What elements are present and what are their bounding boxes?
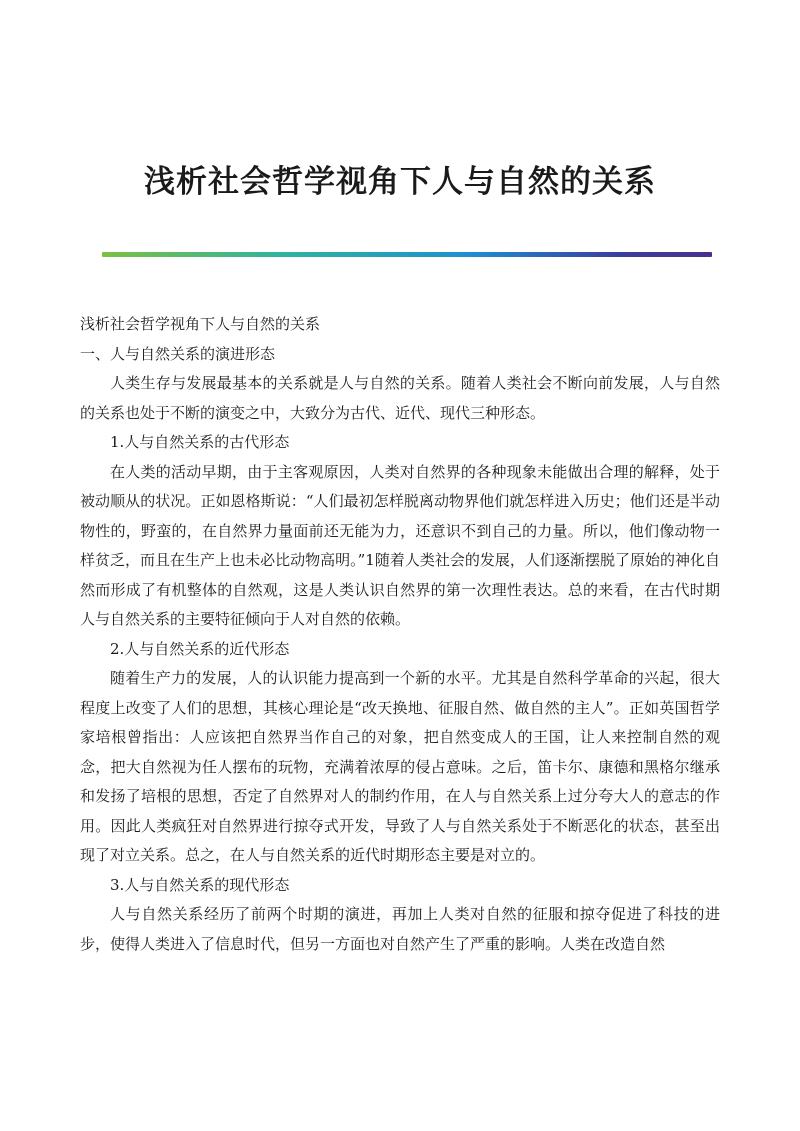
title-divider — [102, 252, 712, 257]
body-paragraph: 在人类的活动早期，由于主客观原因，人类对自然界的各种现象未能做出合理的解释，处于被动顺从的状况。正如恩格斯说：“人们最初怎样脱离动物界他们就怎样进入历史；他们还是半动物性的，野蛮的，在自然界力量面前还无能为力，还意识不到自己的力量。所以，他们像动物一样贫乏，而且在生产上也未必比动物高明。”1随着人类社会的发展，人们逐渐摆脱了原始的神化自然而形成了有机整体的自然观，这是人类认识自然界的第一次理性表达。总的来看，在古代时期人与自然关系的主要特征倾向于人对自然的依赖。 — [80, 462, 720, 628]
subsection-heading: 1.人与自然关系的古代形态 — [110, 433, 290, 451]
subsection-heading: 2.人与自然关系的近代形态 — [110, 639, 290, 658]
section-heading: 一、人与自然关系的演进形态 — [80, 344, 276, 363]
subsection-heading: 3.人与自然关系的现代形态 — [110, 875, 290, 894]
document-subtitle: 浅析社会哲学视角下人与自然的关系 — [80, 315, 321, 333]
document-body — [80, 310, 720, 959]
document-title: 浅析社会哲学视角下人与自然的关系 — [144, 164, 656, 200]
body-paragraph: 人类生存与发展最基本的关系就是人与自然的关系。随着人类社会不断向前发展，人与自然的关系也处于不断的演变之中，大致分为古代、近代、现代三种形态。 — [80, 374, 720, 422]
body-paragraph: 人与自然关系经历了前两个时期的演进，再加上人类对自然的征服和掠夺促进了科技的进步，使得人类进入了信息时代，但另一方面也对自然产生了严重的影响。人类在改造自然 — [80, 905, 720, 953]
body-paragraph: 随着生产力的发展，人的认识能力提高到一个新的水平。尤其是自然科学革命的兴起，很大程度上改变了人们的思想，其核心理论是“改天换地、征服自然、做自然的主人”。正如英国哲学家培根曾指出：人应该把自然界当作自己的对象，把自然变成人的王国，让人来控制自然的观念，把大自然视为任人摆布的玩物，充满着浓厚的侵占意味。之后，笛卡尔、康德和黑格尔继承和发扬了培根的思想，否定了自然界对人的制约作用，在人与自然关系上过分夸大人的意志的作用。因此人类疯狂对自然界进行掠夺式开发，导致了人与自然关系处于不断恶化的状态，甚至出现了对立关系。总之，在人与自然关系的近代时期形态主要是对立的。 — [80, 669, 720, 864]
